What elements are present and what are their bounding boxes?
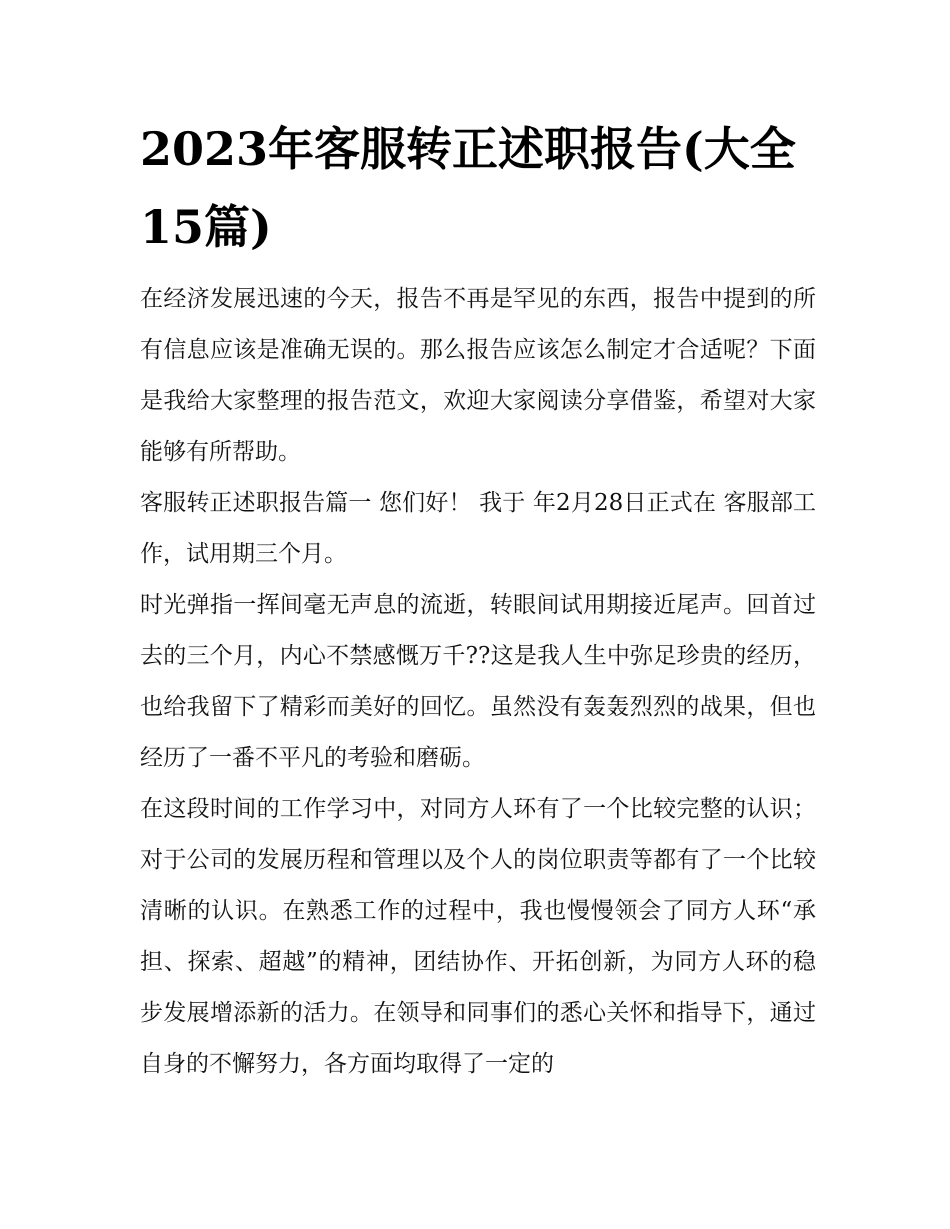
document-title: 2023年客服转正述职报告(大全15篇): [140, 122, 796, 254]
paragraph-reflection: 时光弹指一挥间毫无声息的流逝，转眼间试用期接近尾声。回首过去的三个月，内心不禁感慨万千??这是我人生中弥足珍贵的经历，也给我留下了精彩而美好的回忆。虽然没有轰轰烈烈的战果，但也经历了一番不平凡的考验和磨砺。: [140, 592, 816, 771]
document-body: [140, 274, 816, 1090]
paragraph-greeting: 客服转正述职报告篇一 您们好！ 我于 年2月28日正式在 客服部工作，试用期三个月。: [140, 490, 816, 567]
paragraph-learning: 在这段时间的工作学习中，对同方人环有了一个比较完整的认识；对于公司的发展历程和管理以及个人的岗位职责等都有了一个比较清晰的认识。在熟悉工作的过程中，我也慢慢领会了同方人环“承担、探索、超越”的精神，团结协作、开拓创新，为同方人环的稳步发展增添新的活力。在领导和同事们的悉心关怀和指导下，通过自身的不懈努力，各方面均取得了一定的: [140, 796, 816, 1077]
paragraph-intro: 在经济发展迅速的今天，报告不再是罕见的东西，报告中提到的所有信息应该是准确无误的。那么报告应该怎么制定才合适呢？下面是我给大家整理的报告范文，欢迎大家阅读分享借鉴，希望对大家能够有所帮助。: [140, 286, 816, 465]
